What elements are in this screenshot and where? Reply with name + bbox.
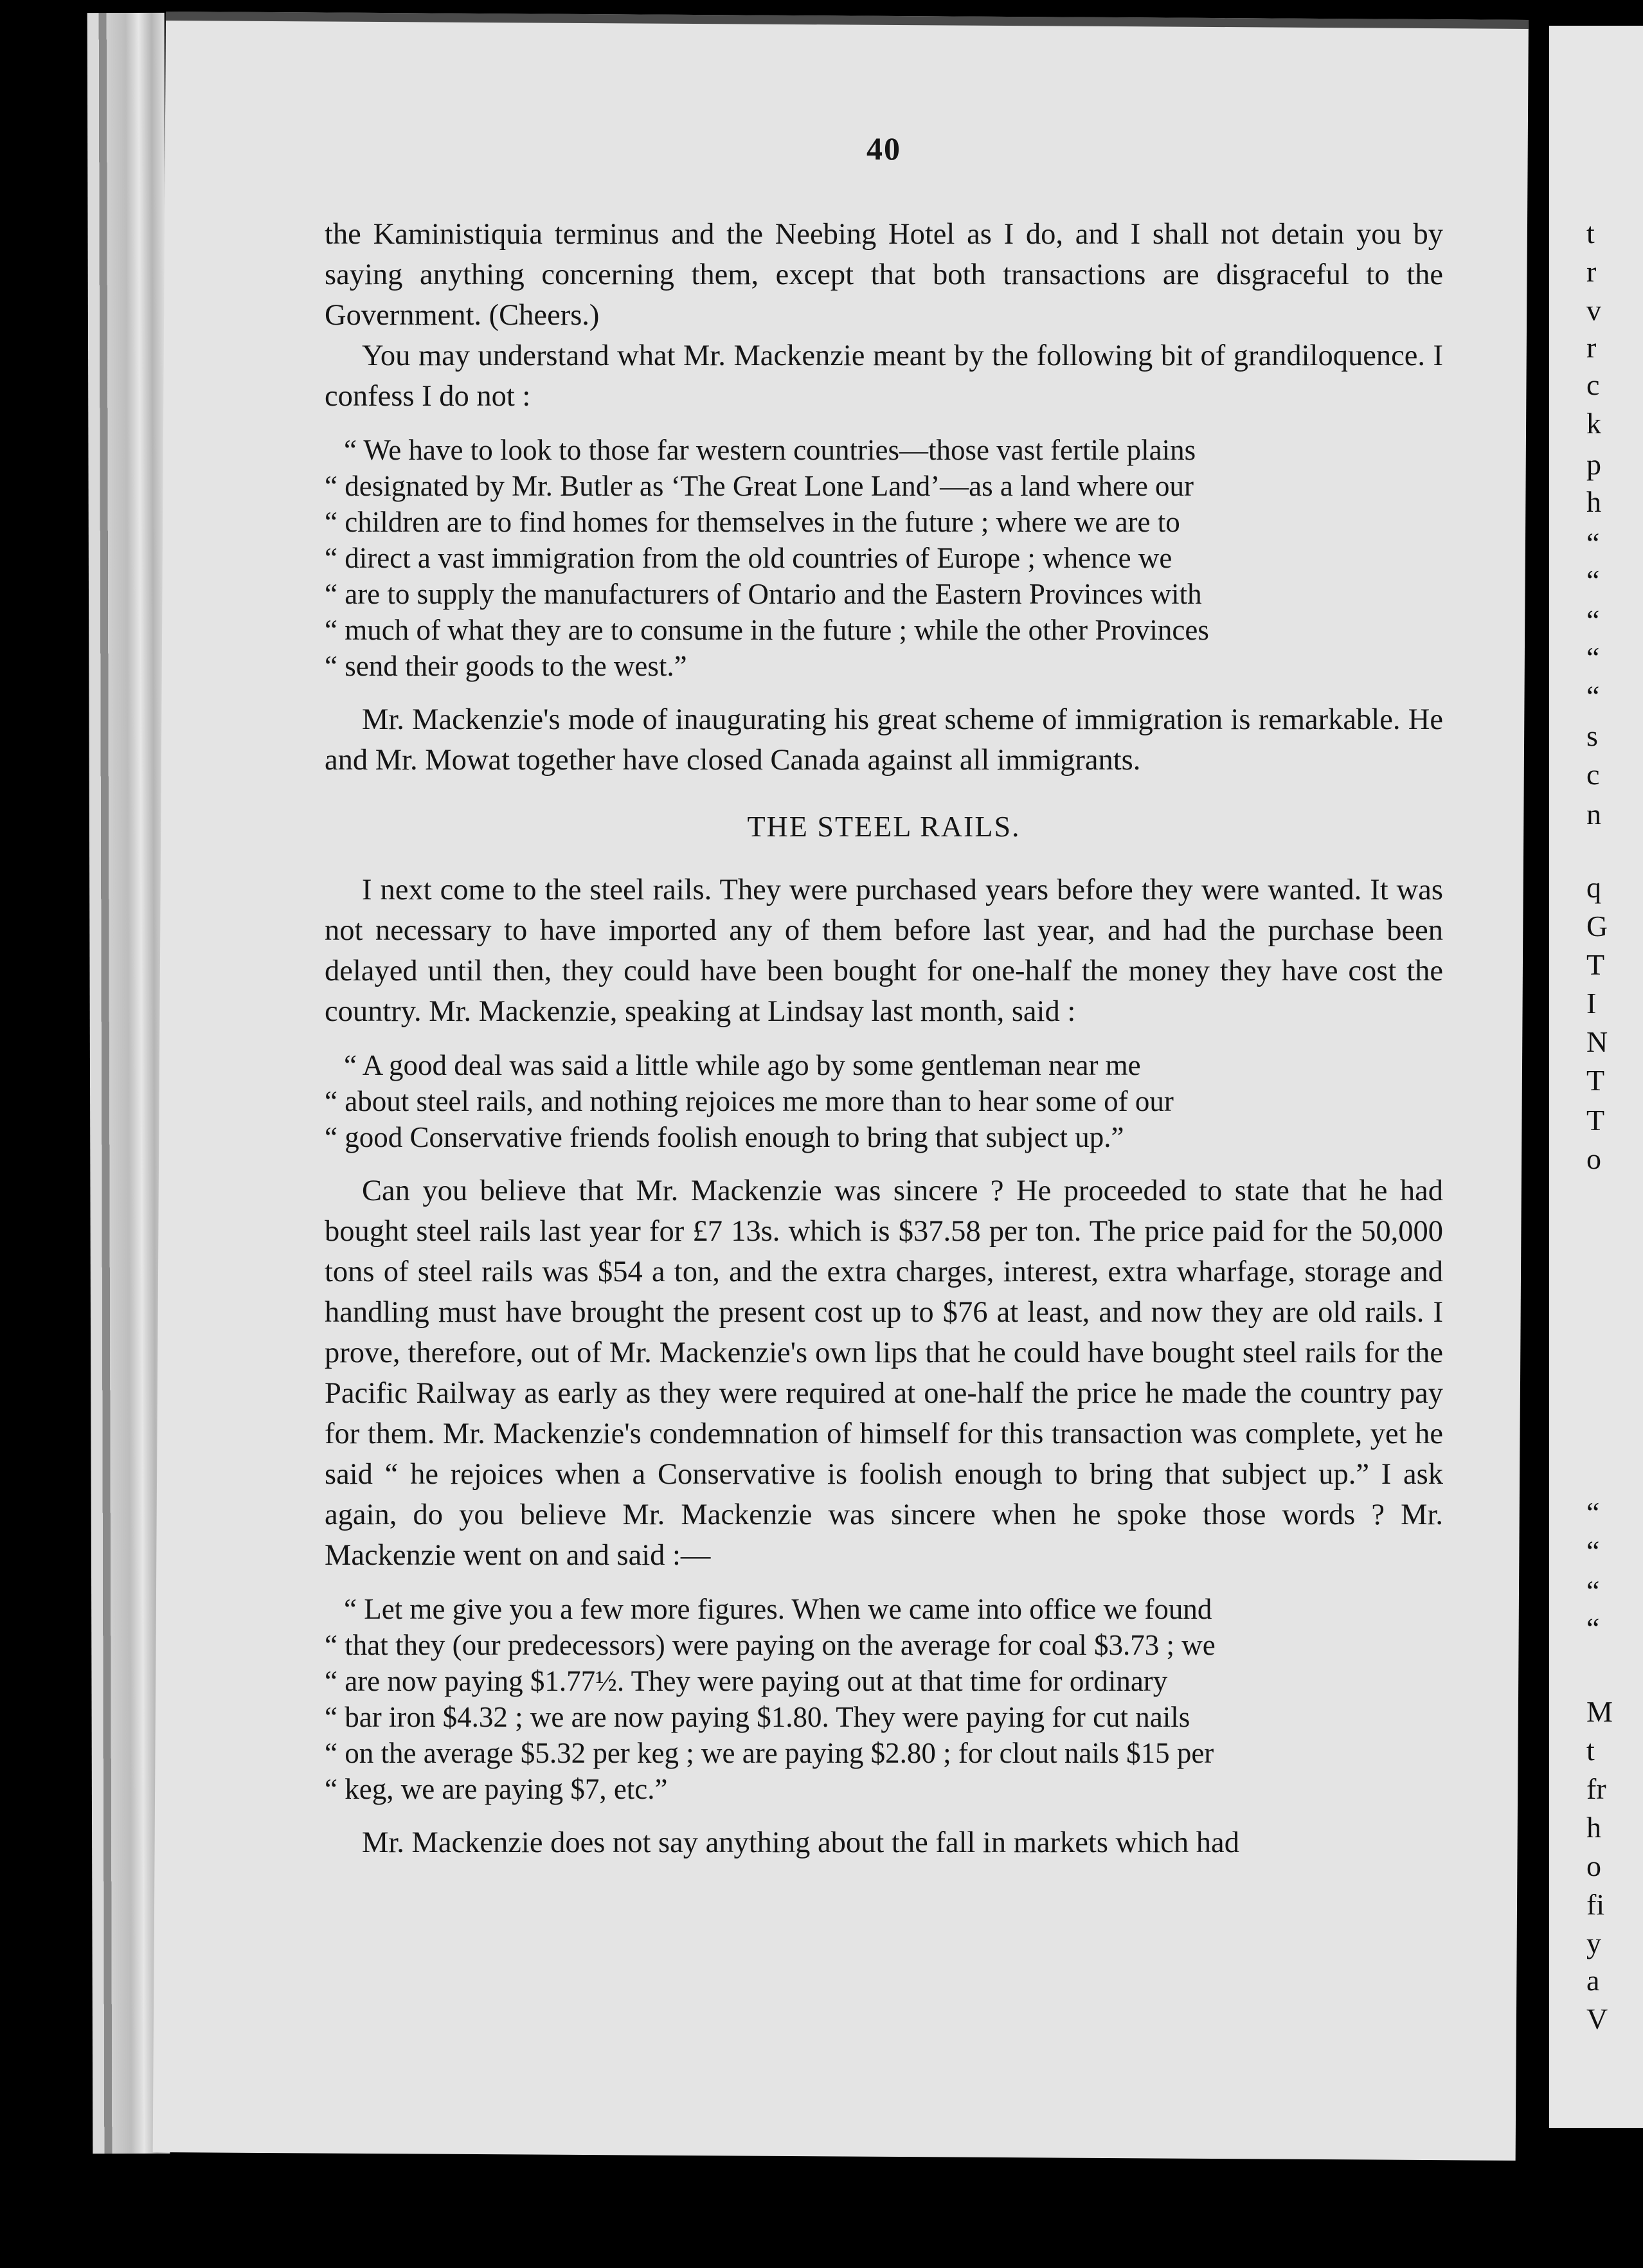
quote-line: “ much of what they are to consume in the future ; while the other Provinces bbox=[325, 614, 1209, 646]
quote-line: “ about steel rails, and nothing rejoices me more than to hear some of our bbox=[325, 1085, 1174, 1117]
adjacent-page-fragment: c bbox=[1586, 368, 1600, 401]
adjacent-page-fragment: G bbox=[1586, 910, 1608, 942]
adjacent-page-fragment: p bbox=[1586, 448, 1601, 481]
page-number: 40 bbox=[866, 130, 901, 166]
adjacent-page-fragment: c bbox=[1586, 758, 1600, 791]
adjacent-page-fragment: “ bbox=[1586, 1496, 1600, 1529]
page-content bbox=[325, 129, 1443, 1863]
adjacent-page-fragment: o bbox=[1586, 1142, 1601, 1175]
quote-line: “ on the average $5.32 per keg ; we are paying $2.80 ; for clout nails $15 per bbox=[325, 1737, 1214, 1769]
adjacent-page-fragment: fi bbox=[1586, 1888, 1605, 1921]
adjacent-page-fragment: h bbox=[1586, 1811, 1601, 1844]
adjacent-page-fragment: a bbox=[1586, 1964, 1600, 1997]
adjacent-page-fragment: t bbox=[1586, 217, 1595, 249]
adjacent-page-fragment: “ bbox=[1586, 564, 1600, 597]
quotation-figures bbox=[325, 1591, 1443, 1807]
quote-line: “ bar iron $4.32 ; we are now paying $1.80. They were paying for cut nails bbox=[325, 1701, 1190, 1733]
adjacent-page-fragment: h bbox=[1586, 485, 1601, 518]
quote-line: “ are now paying $1.77½. They were paying out at that time for ordinary bbox=[325, 1665, 1168, 1697]
adjacent-page-fragment: I bbox=[1586, 987, 1597, 1020]
adjacent-page-fragment: “ bbox=[1586, 604, 1600, 636]
adjacent-page-fragment: s bbox=[1586, 719, 1598, 752]
adjacent-page-fragment: “ bbox=[1586, 1534, 1600, 1567]
adjacent-page-fragment: V bbox=[1586, 2003, 1608, 2035]
quote-line: “ keg, we are paying $7, etc.” bbox=[325, 1773, 668, 1805]
quotation-steel-rails bbox=[325, 1047, 1443, 1155]
quote-line: “ direct a vast immigration from the old countries of Europe ; whence we bbox=[325, 542, 1172, 574]
adjacent-page-fragment: r bbox=[1586, 255, 1597, 288]
adjacent-page-fragment: fr bbox=[1586, 1772, 1606, 1805]
quote-line: “ A good deal was said a little while ago by some gentleman near me bbox=[344, 1049, 1141, 1081]
paragraph: I next come to the steel rails. They were purchased years before they were wanted. It was not necessary to have imported any of them before last year, and had the purchase been delayed until then, they could have been bought for one-half the money they have cost the country. Mr. Mackenzie, speaking at Lindsay last month, said : bbox=[325, 874, 1443, 1028]
adjacent-page-fragment: y bbox=[1586, 1927, 1601, 1959]
quote-line: “ good Conservative friends foolish enough to bring that subject up.” bbox=[325, 1121, 1124, 1153]
section-heading: THE STEEL RAILS. bbox=[747, 810, 1021, 843]
page-top-border bbox=[166, 12, 1529, 29]
adjacent-page-fragment: T bbox=[1586, 1064, 1605, 1097]
paragraph: Mr. Mackenzie's mode of inaugurating his great scheme of immigration is remarkable. He and Mr. Mowat together have closed Canada against all immigrants. bbox=[325, 703, 1443, 777]
quote-line: “ children are to find homes for themselves in the future ; where we are to bbox=[325, 506, 1180, 538]
paragraph: You may understand what Mr. Mackenzie meant by the following bit of grandiloquence. I confess I do not : bbox=[325, 339, 1443, 413]
adjacent-page-fragment: “ bbox=[1586, 1574, 1600, 1607]
adjacent-page-fragment: T bbox=[1586, 948, 1605, 981]
quote-line: “ Let me give you a few more figures. When we came into office we found bbox=[344, 1593, 1212, 1625]
quote-line: “ are to supply the manufacturers of Ontario and the Eastern Provinces with bbox=[325, 578, 1202, 610]
adjacent-page bbox=[1549, 26, 1643, 2128]
adjacent-page-fragment: T bbox=[1586, 1104, 1605, 1137]
adjacent-page-fragment: t bbox=[1586, 1734, 1595, 1767]
paragraph: the Kaministiquia terminus and the Neebing Hotel as I do, and I shall not detain you by saying anything concerning them, except that both transactions are disgraceful to the Government. (Cheers.) bbox=[325, 218, 1443, 332]
adjacent-page-fragment: “ bbox=[1586, 641, 1600, 674]
quote-line: “ We have to look to those far western countries—those vast fertile plains bbox=[344, 434, 1196, 466]
adjacent-page-fragment: r bbox=[1586, 331, 1597, 364]
adjacent-page-fragment: “ bbox=[1586, 526, 1600, 559]
adjacent-page-fragment: N bbox=[1586, 1025, 1608, 1058]
adjacent-page-fragment: “ bbox=[1586, 680, 1600, 712]
adjacent-page-fragment: q bbox=[1586, 871, 1601, 904]
adjacent-page-fragment: v bbox=[1586, 294, 1601, 327]
quotation-immigration bbox=[325, 432, 1443, 684]
paragraph: Mr. Mackenzie does not say anything about the fall in markets which had bbox=[362, 1826, 1239, 1859]
adjacent-page-fragment: M bbox=[1586, 1695, 1613, 1728]
quote-line: “ that they (our predecessors) were paying on the average for coal $3.73 ; we bbox=[325, 1629, 1216, 1661]
adjacent-page-fragment: n bbox=[1586, 798, 1601, 831]
paragraph: Can you believe that Mr. Mackenzie was sincere ? He proceeded to state that he had bought steel rails last year for £7 13s. which is $37.58 per ton. The price paid for the 50,000 tons of steel rails was $54 a ton, and the extra charges, interest, extra wharfage, storage and handling must have brought the present cost up to $76 at least, and now they are old rails. I prove, therefore, out of Mr. Mackenzie's own lips that he could have bought steel rails for the Pacific Railway as early as they were required at one-half the price he made the country pay for them. Mr. Mackenzie's condemnation of himself for this transaction was complete, yet he said “ he rejoices when a Conservative is foolish enough to bring that subject up.” I ask again, do you believe Mr. Mackenzie was sincere when he spoke those words ? Mr. Mackenzie went on and said :— bbox=[325, 1174, 1443, 1572]
quote-line: “ designated by Mr. Butler as ‘The Great Lone Land’—as a land where our bbox=[325, 470, 1194, 502]
adjacent-page-fragment: k bbox=[1586, 407, 1601, 440]
adjacent-page-fragment: “ bbox=[1586, 1612, 1600, 1644]
quote-line: “ send their goods to the west.” bbox=[325, 650, 687, 682]
adjacent-page-fragment: o bbox=[1586, 1850, 1601, 1882]
